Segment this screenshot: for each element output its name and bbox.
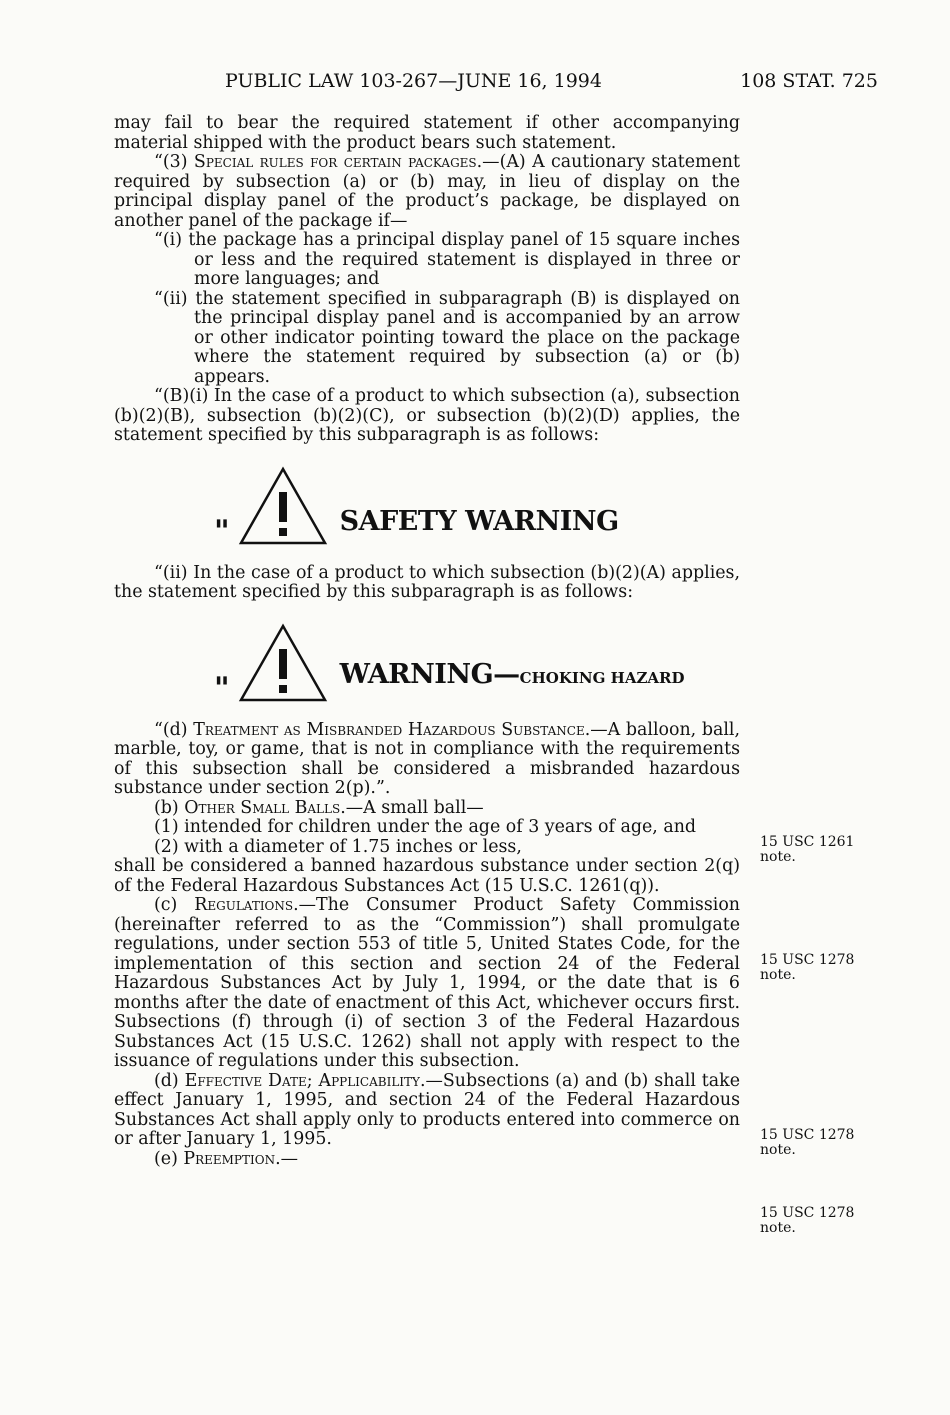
paragraph-text: —A small ball—: [345, 797, 484, 818]
warning-sub: CHOKING HAZARD: [519, 669, 685, 687]
paragraph: may fail to bear the required statement if other accompanying material shipped with the product bears such statement.: [114, 113, 740, 153]
body-text: [114, 114, 740, 1169]
paragraph-heading: Special rules for certain packages.: [193, 152, 483, 172]
paragraph-lead: (c): [154, 895, 195, 915]
running-header-page: 108 STAT. 725: [740, 70, 878, 92]
paragraph-lead: (d): [154, 1070, 185, 1091]
running-header-title: PUBLIC LAW 103-267—JUNE 16, 1994: [225, 70, 602, 92]
margin-note: [760, 835, 870, 865]
paragraph: (2) with a diameter of 1.75 inches or less,: [154, 836, 522, 857]
opening-quote: ": [214, 671, 230, 706]
safety-warning-label: SAFETY WARNING: [339, 506, 619, 537]
paragraph: “(ii) the statement specified in subparagraph (B) is displayed on the principal display panel and is accompanied by an arrow or other indicator pointing toward the place on the package where the statement required by subsection (a) or (b) appears.: [154, 288, 740, 387]
paragraph: [114, 153, 740, 231]
paragraph-lead: “(d): [154, 719, 194, 740]
paragraph-text: —Subsections (a) and (b) shall take effect January 1, 1995, and section 24 of the Federal Hazardous Substances Act shall apply only to products entered into commerce on or after January 1, 1995.: [114, 1070, 740, 1149]
margin-note: [760, 953, 870, 983]
paragraph: [114, 896, 740, 1072]
warning-main: WARNING—: [339, 659, 520, 690]
opening-quote: ": [214, 514, 230, 549]
margin-note-suffix: note.: [760, 1220, 796, 1236]
choking-hazard-statement: [214, 617, 740, 706]
paragraph: “(ii) In the case of a product to which subsection (b)(2)(A) applies, the statement specified by this subparagraph is as follows:: [114, 562, 740, 602]
choking-warning-label: [339, 659, 685, 690]
safety-warning-statement: [214, 460, 740, 549]
margin-note: [760, 1128, 870, 1158]
paragraph-lead: “(3): [154, 152, 194, 172]
paragraph: [114, 1150, 740, 1170]
paragraph-text: —A balloon, ball, marble, toy, or game, that is not in compliance with the requirements of this subsection shall be considered a misbranded hazardous substance under section 2(p).”.: [114, 719, 741, 798]
paragraph: [114, 721, 740, 799]
paragraph-text: —The Consumer Product Safety Commission (hereinafter referred to as the “Commission”) shall promulgate regulations, under section 553 of title 5, United States Code, for the implementation of this section and section 24 of the Federal Hazardous Substances Act by July 1, 1994, or the date that is 6 months after the date of enactment of this Act, whichever occurs first. Subsections (f) through (i) of section 3 of the Federal Hazardous Substances Act (15 U.S.C. 1262) shall not apply with respect to the issuance of regulations under this subsection.: [114, 895, 740, 1071]
warning-triangle-icon: [238, 466, 328, 546]
paragraph-heading: Treatment as Misbranded Hazardous Substance.: [193, 719, 591, 740]
paragraph: (1) intended for children under the age of 3 years of age, and: [154, 817, 697, 837]
paragraph-heading: Preemption.: [183, 1148, 281, 1169]
margin-note-suffix: note.: [760, 849, 796, 865]
paragraph: “(B)(i) In the case of a product to which subsection (a), subsection (b)(2)(B), subsection (b)(2)(C), or subsection (b)(2)(D) applies, the statement specified by this subparagraph is as follows:: [114, 386, 740, 445]
paragraph-heading: Effective Date; Applicability.: [184, 1070, 426, 1091]
paragraph-text: —(A) A cautionary statement required by subsection (a) or (b) may, in lieu of display on the principal display panel of the product’s package, be displayed on another panel of the package if—: [114, 152, 740, 231]
paragraph: “(i) the package has a principal display panel of 15 square inches or less and the required statement is displayed in three or more languages; and: [154, 230, 740, 289]
paragraph-heading: Other Small Balls.: [184, 797, 346, 818]
margin-note-suffix: note.: [760, 1142, 796, 1158]
margin-note-suffix: note.: [760, 967, 796, 983]
paragraph: [114, 1072, 740, 1150]
paragraph: shall be considered a banned hazardous substance under section 2(q) of the Federal Hazardous Substances Act (15 U.S.C. 1261(q)).: [114, 856, 740, 896]
paragraph-heading: Regulations.: [194, 895, 299, 915]
paragraph: [114, 799, 740, 819]
margin-note-citation: 15 USC 1278: [760, 1205, 855, 1221]
paragraph-lead: (b): [154, 797, 185, 818]
warning-triangle-icon: [238, 623, 328, 703]
margin-note-citation: 15 USC 1278: [760, 1127, 855, 1143]
margin-note-citation: 15 USC 1261: [760, 834, 855, 850]
margin-note: [760, 1206, 870, 1236]
paragraph-lead: (e): [154, 1148, 184, 1169]
margin-note-citation: 15 USC 1278: [760, 952, 855, 968]
paragraph-text: —: [280, 1148, 299, 1169]
